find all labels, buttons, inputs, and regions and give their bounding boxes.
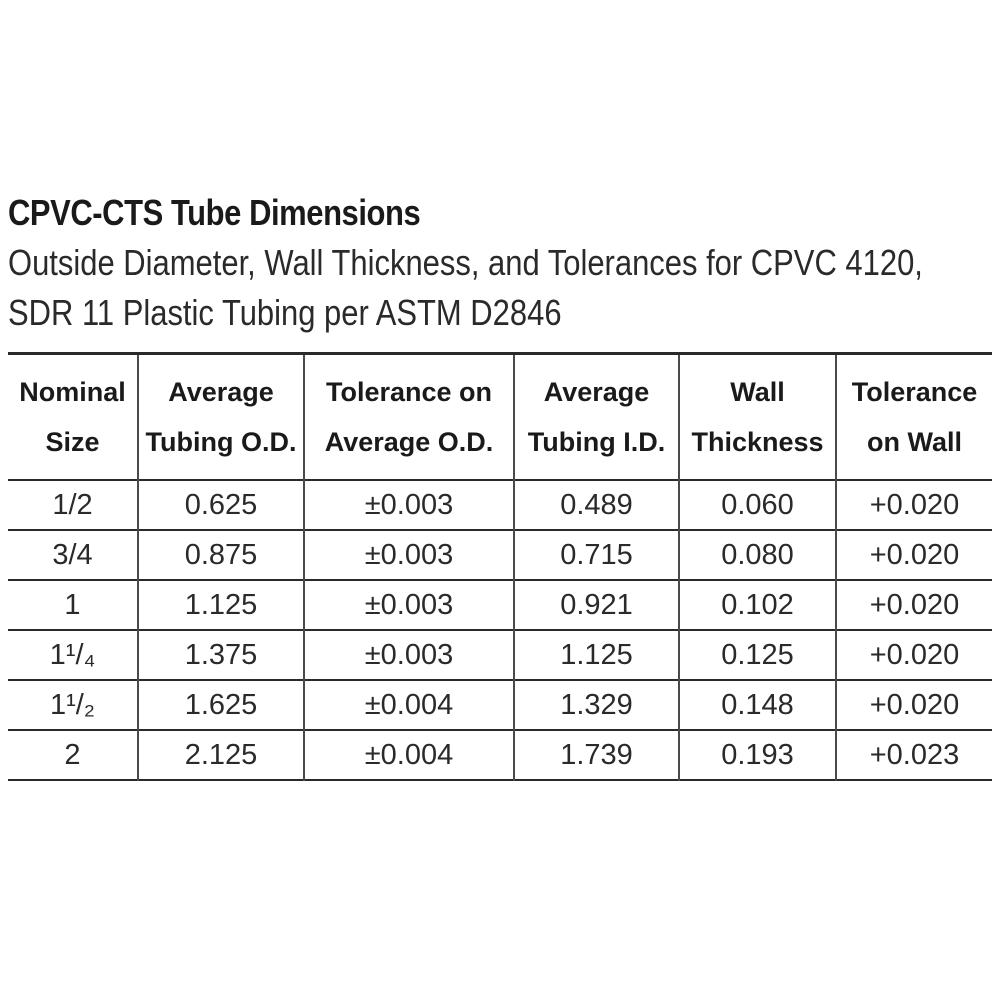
cell-id: 1.329: [514, 680, 679, 730]
header-wall-thickness: Wall Thickness: [679, 354, 836, 481]
table-row: [8, 580, 992, 630]
cell-od-tolerance: ±0.003: [304, 480, 514, 530]
header-average-tubing-id: Average Tubing I.D.: [514, 354, 679, 481]
cell-size: 1¹/₄: [49, 638, 96, 671]
table-row: [8, 480, 992, 530]
cell-size: 1¹/₂: [49, 688, 96, 721]
cell-od: 0.875: [138, 530, 304, 580]
cell-od-tolerance: ±0.004: [304, 730, 514, 780]
header-nominal-size: Nominal Size: [19, 377, 126, 457]
cell-id: 1.739: [514, 730, 679, 780]
cell-id: 0.489: [514, 480, 679, 530]
dimensions-table-container: [8, 352, 992, 781]
cell-wall-tolerance: +0.023: [836, 730, 992, 780]
cell-od: 0.625: [138, 480, 304, 530]
cell-wall-tolerance: +0.020: [836, 630, 992, 680]
cell-wall-tolerance: +0.020: [836, 530, 992, 580]
table-row: [8, 530, 992, 580]
cell-size: 3/4: [52, 538, 93, 571]
cell-od: 1.625: [138, 680, 304, 730]
cell-wall-tolerance: +0.020: [836, 480, 992, 530]
cell-od: 1.375: [138, 630, 304, 680]
cell-od: 2.125: [138, 730, 304, 780]
cell-id: 0.715: [514, 530, 679, 580]
cell-wall: 0.102: [679, 580, 836, 630]
header-tolerance-on-wall: Tolerance on Wall: [836, 354, 992, 481]
cell-od-tolerance: ±0.003: [304, 630, 514, 680]
header-tolerance-average-od: Tolerance on Average O.D.: [304, 354, 514, 481]
cell-wall: 0.193: [679, 730, 836, 780]
cell-wall: 0.060: [679, 480, 836, 530]
table-row: [8, 630, 992, 680]
cell-wall: 0.125: [679, 630, 836, 680]
cell-od: 1.125: [138, 580, 304, 630]
table-row: [8, 730, 992, 780]
cell-wall: 0.080: [679, 530, 836, 580]
cell-wall-tolerance: +0.020: [836, 680, 992, 730]
page-title: CPVC-CTS Tube Dimensions: [8, 192, 421, 233]
document: [8, 190, 992, 771]
cell-wall: 0.148: [679, 680, 836, 730]
dimensions-table: [8, 352, 992, 781]
cell-id: 0.921: [514, 580, 679, 630]
table-row: [8, 680, 992, 730]
cell-od-tolerance: ±0.003: [304, 530, 514, 580]
table-header-row: [8, 354, 992, 481]
cell-od-tolerance: ±0.004: [304, 680, 514, 730]
cell-size: 1/2: [52, 488, 93, 521]
cell-wall-tolerance: +0.020: [836, 580, 992, 630]
cell-size: 2: [64, 738, 81, 771]
cell-id: 1.125: [514, 630, 679, 680]
cell-od-tolerance: ±0.003: [304, 580, 514, 630]
cell-size: 1: [64, 588, 81, 621]
header-average-tubing-od: Average Tubing O.D.: [138, 354, 304, 481]
page-subtitle: Outside Diameter, Wall Thickness, and Tolerances for CPVC 4120, SDR 11 Plastic Tubing per ASTM D2846: [8, 242, 923, 333]
